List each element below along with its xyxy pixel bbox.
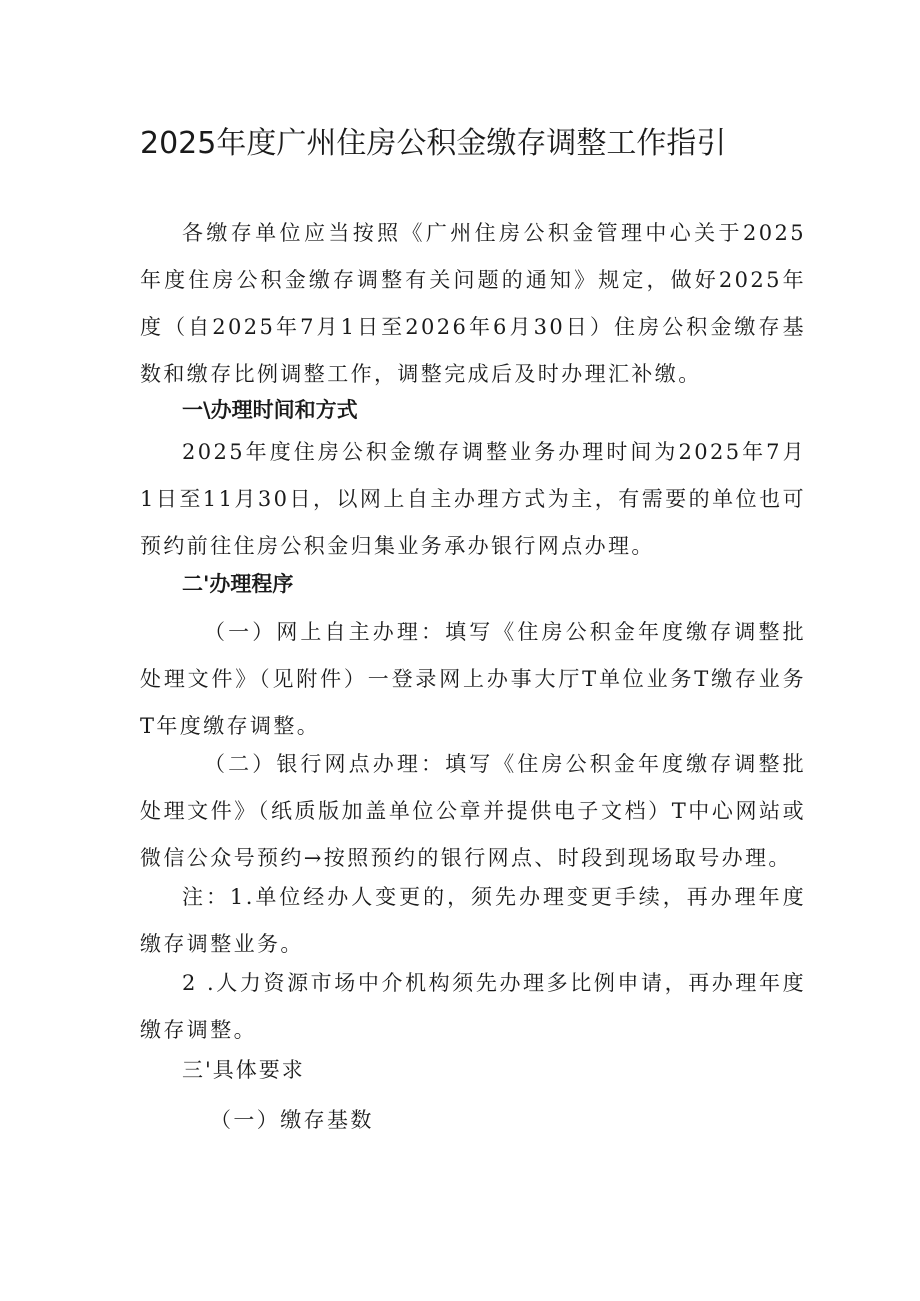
section-2-item-2: （二）银行网点办理：填写《住房公积金年度缴存调整批处理文件》（纸质版加盖单位公章并提供电子文档）T中心网站或微信公众号预约→按照预约的银行网点、时段到现场取号办理。 xyxy=(140,752,806,870)
section-2-note-2: 2 .人力资源市场中介机构须先办理多比例申请，再办理年度缴存调整。 xyxy=(140,971,806,1042)
section-3-heading: 三'具体要求 xyxy=(182,1058,305,1082)
document-title: 2025年度广州住房公积金缴存调整工作指引 xyxy=(140,126,727,161)
section-3-sub-1: （一）缴存基数 xyxy=(210,1108,374,1132)
intro-paragraph: 各缴存单位应当按照《广州住房公积金管理中心关于2025年度住房公积金缴存调整有关问题的通知》规定，做好2025年度（自2025年7月1日至2026年6月30日）住房公积金缴存基数和缴存比例调整工作，调整完成后及时办理汇补缴。 xyxy=(140,221,806,386)
section-2-item-1: （一）网上自主办理：填写《住房公积金年度缴存调整批处理文件》（见附件）一登录网上办事大厅T单位业务T缴存业务T年度缴存调整。 xyxy=(140,620,806,738)
section-1-heading: 一\办理时间和方式 xyxy=(182,398,358,422)
section-2-note-1: 注：1.单位经办人变更的，须先办理变更手续，再办理年度缴存调整业务。 xyxy=(140,885,806,956)
section-1-body: 2025年度住房公积金缴存调整业务办理时间为2025年7月1日至11月30日，以网上自主办理方式为主，有需要的单位也可预约前往住房公积金归集业务承办银行网点办理。 xyxy=(140,440,806,558)
section-2-heading: 二'办理程序 xyxy=(182,572,294,596)
